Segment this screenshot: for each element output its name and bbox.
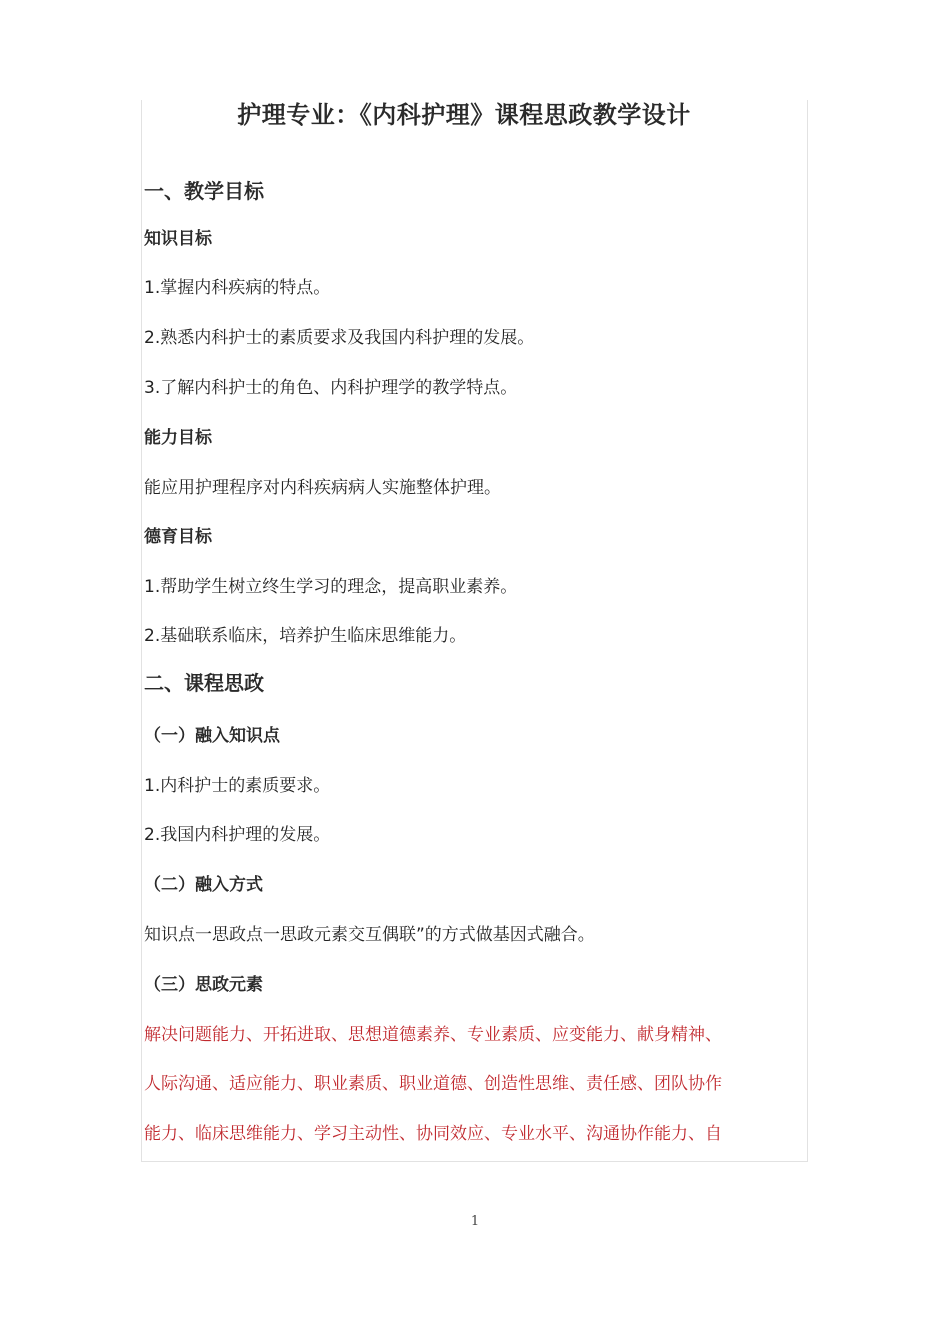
subheading-moral-goals: 德育目标	[144, 527, 212, 547]
integration-method-text: 知识点一思政点一思政元素交互偶联”的方式做基因式融合。	[144, 925, 595, 945]
subheading-ideology-elements: （三）思政元素	[144, 975, 263, 995]
knowledge-goal-item-2: 2.熟悉内科护士的素质要求及我国内科护理的发展。	[144, 328, 535, 348]
ideology-elements-line-1: 解决问题能力、开拓进取、思想道德素养、专业素质、应变能力、献身精神、	[144, 1025, 722, 1045]
moral-goal-item-1: 1.帮助学生树立终生学习的理念，提高职业素养。	[144, 577, 518, 597]
section-heading-teaching-goals: 一、教学目标	[144, 179, 264, 203]
subheading-ability-goals: 能力目标	[144, 428, 212, 448]
ideology-elements-line-2: 人际沟通、适应能力、职业素质、职业道德、创造性思维、责任感、团队协作	[144, 1074, 722, 1094]
knowledge-goal-item-1: 1.掌握内科疾病的特点。	[144, 278, 331, 298]
knowledge-point-item-1: 1.内科护士的素质要求。	[144, 776, 331, 796]
document-title: 护理专业：《内科护理》课程思政教学设计	[237, 101, 691, 129]
moral-goal-item-2: 2.基础联系临床，培养护生临床思维能力。	[144, 626, 467, 646]
subheading-knowledge-goals: 知识目标	[144, 229, 212, 249]
page-number: 1	[470, 1214, 480, 1229]
knowledge-point-item-2: 2.我国内科护理的发展。	[144, 825, 331, 845]
subheading-integration-method: （二）融入方式	[144, 875, 263, 895]
ideology-elements-line-3: 能力、临床思维能力、学习主动性、协同效应、专业水平、沟通协作能力、自	[144, 1124, 722, 1144]
ability-goal-text: 能应用护理程序对内科疾病病人实施整体护理。	[144, 478, 501, 498]
knowledge-goal-item-3: 3.了解内科护士的角色、内科护理学的教学特点。	[144, 378, 518, 398]
subheading-knowledge-points: （一）融入知识点	[144, 726, 280, 746]
section-heading-course-ideology: 二、课程思政	[144, 671, 264, 695]
